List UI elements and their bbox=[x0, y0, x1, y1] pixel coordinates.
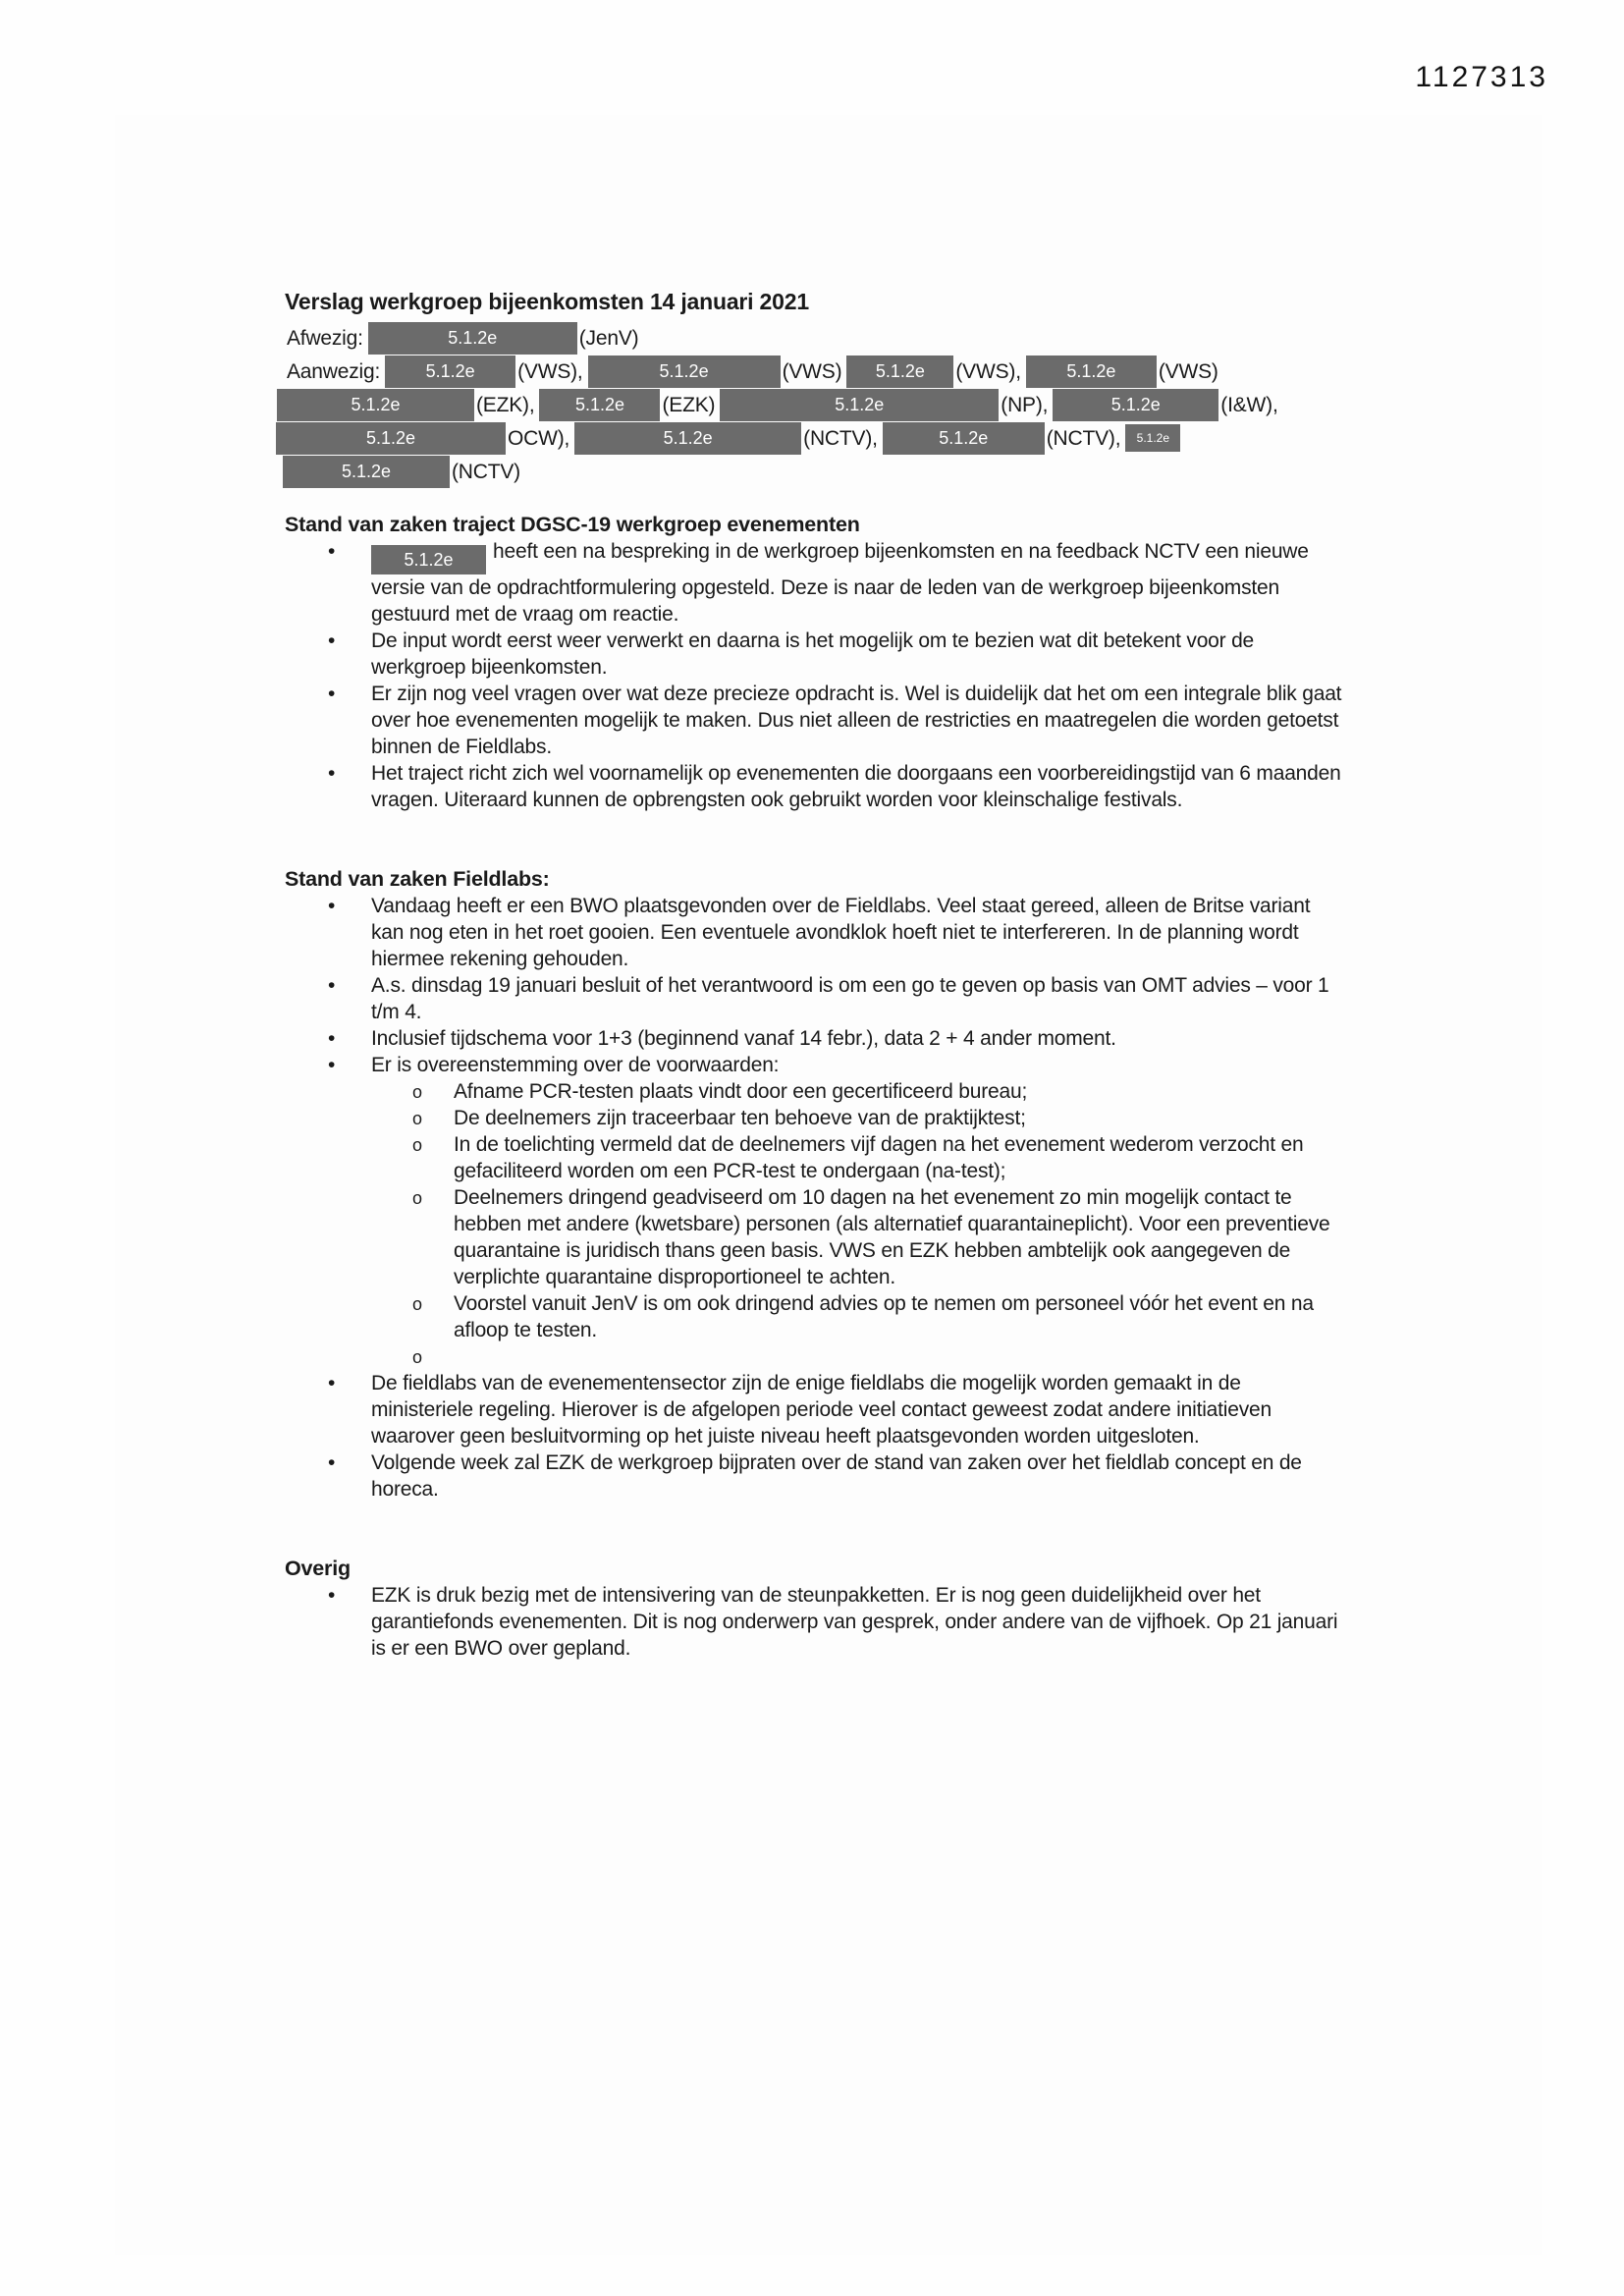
bullet-item bbox=[285, 1582, 1345, 1662]
bullet-marker: • bbox=[328, 1054, 336, 1076]
redaction-box: 5.1.2e bbox=[883, 422, 1045, 455]
sub-bullet-item bbox=[371, 1105, 1345, 1131]
sub-bullet-marker: o bbox=[412, 1347, 422, 1367]
section-heading: Stand van zaken traject DGSC-19 werkgroep evenementen bbox=[285, 513, 860, 536]
attendance-block bbox=[285, 321, 1345, 488]
sub-bullet-text: Afname PCR-testen plaats vindt door een gecertificeerd bureau; bbox=[454, 1080, 1028, 1103]
sub-bullet-marker: o bbox=[412, 1294, 422, 1314]
bullet-list bbox=[285, 893, 1345, 1503]
bullet-list bbox=[285, 1582, 1345, 1662]
bullet-marker: • bbox=[328, 1584, 336, 1607]
document-title: Verslag werkgroep bijeenkomsten 14 januari 2021 bbox=[285, 289, 809, 314]
sub-bullet-item bbox=[371, 1078, 1345, 1105]
attendance-text: (NCTV), bbox=[803, 426, 878, 450]
redaction-box: 5.1.2e bbox=[1053, 389, 1218, 421]
attendance-line bbox=[285, 355, 1345, 388]
bullet-text: A.s. dinsdag 19 januari besluit of het verantwoord is om een go te geven op basis van OMT advies – voor 1 t/m 4. bbox=[371, 974, 1329, 1023]
bullet-item bbox=[285, 681, 1345, 760]
section-heading: Stand van zaken Fieldlabs: bbox=[285, 867, 550, 891]
bullet-item bbox=[285, 1370, 1345, 1449]
attendance-text: Afwezig: bbox=[287, 326, 363, 350]
bullet-marker: • bbox=[328, 1451, 336, 1474]
bullet-item bbox=[285, 972, 1345, 1025]
attendance-text: (EZK) bbox=[662, 393, 716, 416]
sub-bullet-item bbox=[371, 1184, 1345, 1290]
attendance-text: (NP), bbox=[1001, 393, 1049, 416]
bullet-item bbox=[285, 1025, 1345, 1052]
attendance-text: (NCTV), bbox=[1046, 426, 1121, 450]
attendance-text: (VWS), bbox=[955, 359, 1021, 383]
attendance-text: (I&W), bbox=[1220, 393, 1278, 416]
attendance-line bbox=[285, 321, 1345, 355]
bullet-item bbox=[285, 628, 1345, 681]
attendance-text: (EZK), bbox=[476, 393, 535, 416]
bullet-item bbox=[285, 760, 1345, 813]
attendance-line bbox=[283, 455, 1345, 488]
document-content bbox=[285, 287, 1345, 1662]
sub-bullet-marker: o bbox=[412, 1082, 422, 1102]
bullet-item bbox=[285, 1449, 1345, 1503]
sub-bullet-text: Voorstel vanuit JenV is om ook dringend advies op te nemen om personeel vóór het event en na afloop te testen. bbox=[454, 1292, 1314, 1341]
sub-bullet-text: In de toelichting vermeld dat de deelnemers vijf dagen na het evenement wederom verzocht en gefaciliteerd worden om een PCR-test te ondergaan (na-test); bbox=[454, 1133, 1304, 1182]
redaction-box: 5.1.2e bbox=[385, 355, 515, 388]
section-heading: Overig bbox=[285, 1557, 351, 1580]
bullet-item bbox=[285, 893, 1345, 972]
bullet-text: De input wordt eerst weer verwerkt en daarna is het mogelijk om te bezien wat dit betekent voor de werkgroep bijeenkomsten. bbox=[371, 629, 1255, 679]
redaction-box: 5.1.2e bbox=[574, 422, 801, 455]
sub-bullet-marker: o bbox=[412, 1188, 422, 1208]
sub-bullet-text: De deelnemers zijn traceerbaar ten behoeve van de praktijktest; bbox=[454, 1107, 1026, 1129]
bullet-marker: • bbox=[328, 895, 336, 917]
attendance-text: (VWS) bbox=[782, 359, 842, 383]
bullet-text: Er is overeenstemming over de voorwaarden: bbox=[371, 1054, 780, 1076]
redaction-box: 5.1.2e bbox=[371, 545, 486, 574]
bullet-marker: • bbox=[328, 974, 336, 997]
redaction-box: 5.1.2e bbox=[539, 389, 660, 421]
bullet-text: De fieldlabs van de evenementensector zijn de enige fieldlabs die mogelijk worden gemaakt in de ministeriele regeling. Hierover is de afgelopen periode veel contact geweest zodat andere initiatieven waarover geen besluitvorming op het juiste niveau heeft plaatsgevonden worden uitgesloten. bbox=[371, 1372, 1272, 1448]
sub-bullet-marker: o bbox=[412, 1135, 422, 1155]
attendance-text: (VWS) bbox=[1158, 359, 1218, 383]
sub-bullet-item bbox=[371, 1343, 1345, 1370]
sub-bullet-item bbox=[371, 1131, 1345, 1184]
bullet-marker: • bbox=[328, 1372, 336, 1394]
bullet-marker: • bbox=[328, 762, 336, 785]
bullet-item bbox=[285, 1052, 1345, 1370]
redaction-box: 5.1.2e bbox=[720, 389, 999, 421]
sub-bullet-list bbox=[371, 1078, 1345, 1370]
attendance-text: (VWS), bbox=[517, 359, 583, 383]
bullet-text: Het traject richt zich wel voornamelijk op evenementen die doorgaans een voorbereidingstijd van 6 maanden vragen. Uiteraard kunnen de opbrengsten ook gebruikt worden voor kleinschalige festivals. bbox=[371, 762, 1341, 811]
redaction-box: 5.1.2e bbox=[1026, 355, 1157, 388]
section bbox=[285, 1556, 1345, 1662]
redaction-box: 5.1.2e bbox=[368, 322, 577, 355]
sub-bullet-marker: o bbox=[412, 1109, 422, 1128]
bullet-marker: • bbox=[328, 629, 336, 652]
attendance-line bbox=[277, 388, 1345, 421]
bullet-marker: • bbox=[328, 683, 336, 705]
redaction-box: 5.1.2e bbox=[846, 355, 953, 388]
bullet-text: Volgende week zal EZK de werkgroep bijpraten over de stand van zaken over het fieldlab concept en de horeca. bbox=[371, 1451, 1302, 1501]
bullet-text: Vandaag heeft er een BWO plaatsgevonden over de Fieldlabs. Veel staat gereed, alleen de Britse variant kan nog eten in het roet gooien. Een eventuele avondklok hoeft niet te interfereren. In de planning wordt hiermee rekening gehouden. bbox=[371, 895, 1311, 970]
attendance-text: (JenV) bbox=[578, 326, 639, 350]
bullet-text: 5.1.2e heeft een na bespreking in de werkgroep bijeenkomsten en na feedback NCTV een nieuwe versie van de opdrachtformulering opgesteld. Deze is naar de leden van de werkgroep bijeenkomsten gestuurd met de vraag om reactie. bbox=[371, 540, 1309, 626]
bullet-marker: • bbox=[328, 540, 336, 563]
doc-number: 1127313 bbox=[1415, 61, 1548, 93]
bullet-text: EZK is druk bezig met de intensivering van de steunpakketten. Er is nog geen duidelijkheid over het garantiefonds evenementen. Dit is nog onderwerp van gesprek, onder andere van de vijfhoek. Op 21 januari is er een BWO over gepland. bbox=[371, 1584, 1338, 1660]
bullet-item bbox=[285, 538, 1345, 628]
sub-bullet-item bbox=[371, 1290, 1345, 1343]
redaction-box: 5.1.2e bbox=[1125, 424, 1180, 452]
attendance-text: OCW), bbox=[508, 426, 570, 450]
document-sections bbox=[285, 512, 1345, 1662]
redaction-box: 5.1.2e bbox=[277, 389, 474, 421]
bullet-text: Er zijn nog veel vragen over wat deze precieze opdracht is. Wel is duidelijk dat het om een integrale blik gaat over hoe evenementen mogelijk te maken. Dus niet alleen de restricties en maatregelen die worden getoetst binnen de Fieldlabs. bbox=[371, 683, 1342, 758]
sub-bullet-text: Deelnemers dringend geadviseerd om 10 dagen na het evenement zo min mogelijk contact te hebben met andere (kwetsbare) personen (als alternatief quarantaineplicht). Voor een preventieve quarantaine is juridisch thans geen basis. VWS en EZK hebben ambtelijk ook aangegeven de verplichte quarantaine disproportioneel te achten. bbox=[454, 1186, 1330, 1288]
redaction-box: 5.1.2e bbox=[276, 422, 506, 455]
section bbox=[285, 512, 1345, 813]
redaction-box: 5.1.2e bbox=[588, 355, 781, 388]
attendance-text: (NCTV) bbox=[452, 460, 520, 483]
bullet-text: Inclusief tijdschema voor 1+3 (beginnend vanaf 14 febr.), data 2 + 4 ander moment. bbox=[371, 1027, 1116, 1050]
bullet-list bbox=[285, 538, 1345, 813]
bullet-marker: • bbox=[328, 1027, 336, 1050]
section bbox=[285, 866, 1345, 1503]
redaction-box: 5.1.2e bbox=[283, 456, 450, 488]
attendance-text: Aanwezig: bbox=[287, 359, 381, 383]
attendance-line bbox=[276, 421, 1345, 455]
